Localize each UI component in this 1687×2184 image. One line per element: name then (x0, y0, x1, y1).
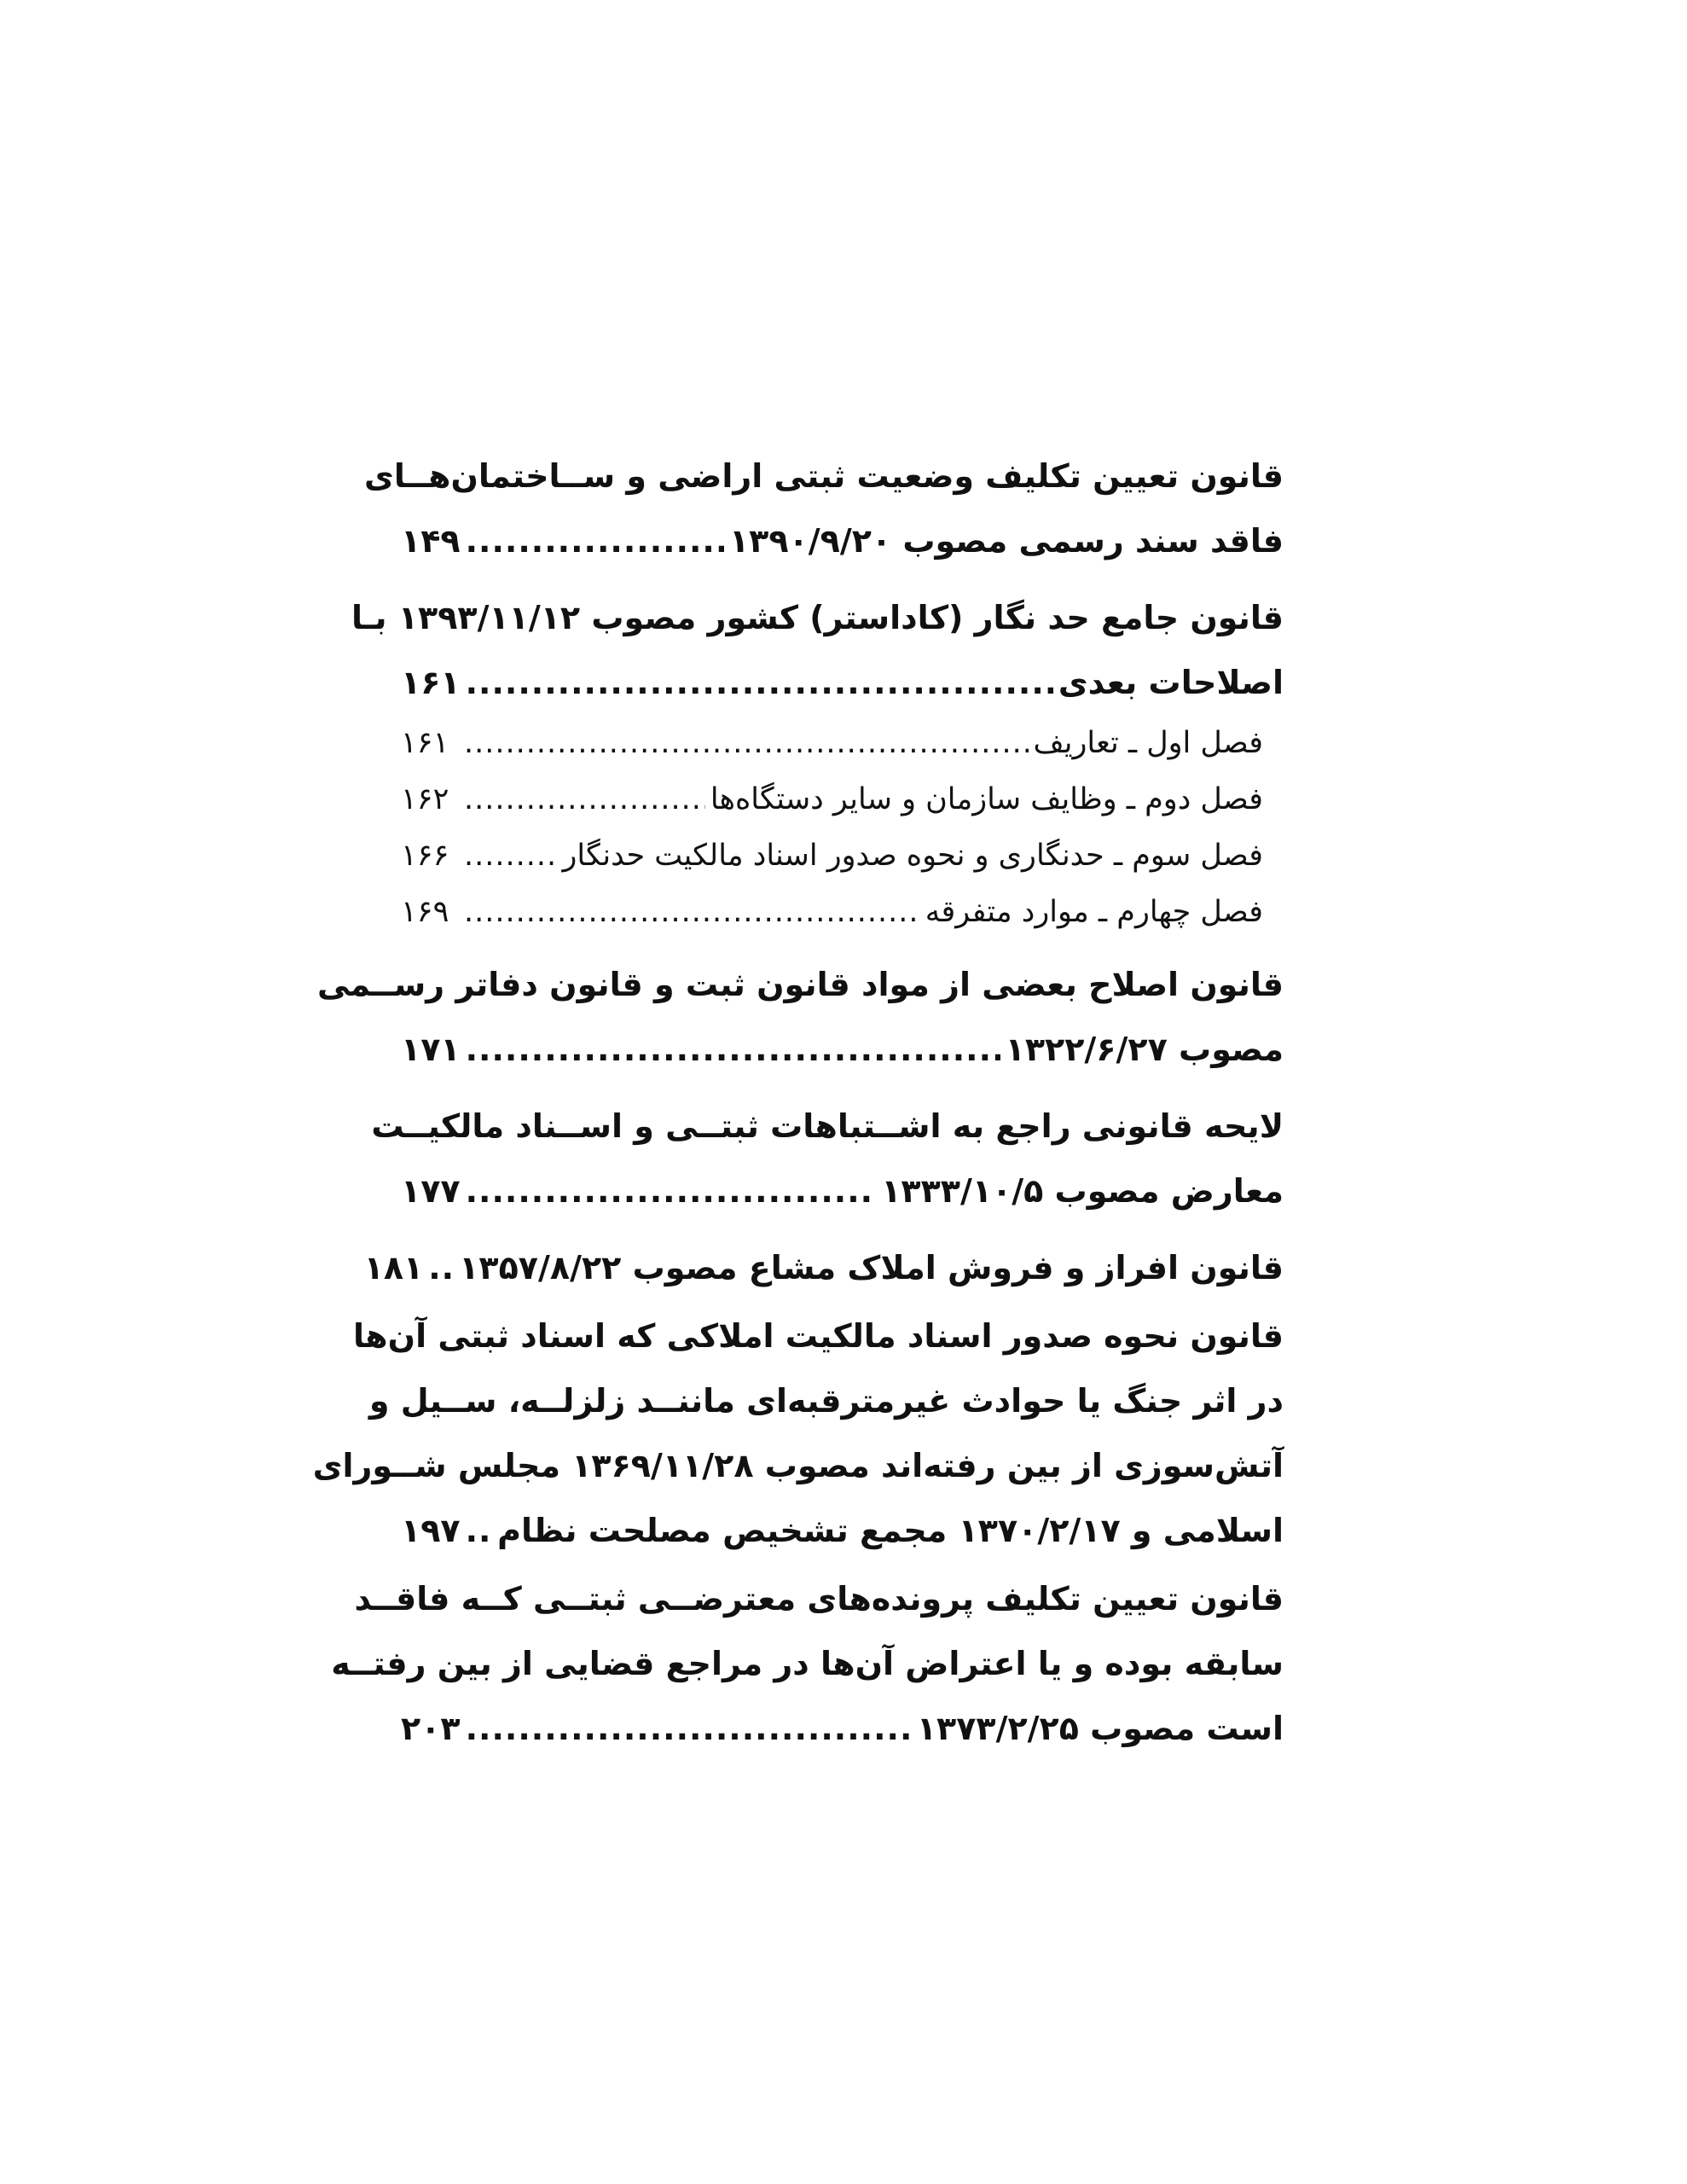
toc-page-number: ۱۷۷ (401, 1172, 461, 1210)
dot-leader (464, 715, 1029, 771)
toc-entry-last-line (401, 650, 1284, 715)
toc-entry-title-line: در اثر جنگ یا حوادث غیرمترقبه‌ای ماننــد زلزلــه، ســیل و (368, 1382, 1284, 1420)
toc-subentry (401, 884, 1284, 940)
toc-entry-title-line: لایحه قانونی راجع به اشــتباهات ثبتــی و اســناد مالکیــت (371, 1107, 1284, 1145)
dot-leader (466, 650, 1053, 715)
toc-entry-title-end: است مصوب ۱۳۷۳/۲/۲۵ (916, 1710, 1284, 1747)
toc-page-number: ۱۶۹ (401, 895, 449, 929)
dot-leader (464, 884, 920, 940)
toc-page-number: ۱۷۱ (401, 1031, 461, 1068)
toc-entry-title-line: قانون تعیین تکلیف پرونده‌های معترضــی ثبتــی کــه فاقــد (354, 1580, 1284, 1618)
toc-subsection[interactable] (401, 771, 1284, 828)
toc-entry-title-line: قانون اصلاح بعضی از مواد قانون ثبت و قانون دفاتر رســمی (316, 966, 1284, 1003)
toc-page-number: ۲۰۳ (401, 1710, 461, 1747)
toc-entry[interactable] (371, 1094, 1284, 1223)
toc-entry-last-line (401, 1498, 1284, 1563)
toc-subentry (401, 828, 1284, 884)
toc-entry-title-line: قانون تعیین تکلیف وضعیت ثبتی اراضی و ســاختمان‌هــای (364, 457, 1284, 495)
toc-entry[interactable] (316, 952, 1284, 1082)
toc-subentry (401, 771, 1284, 828)
toc-entry-last-line (401, 1159, 1284, 1223)
toc-subsection[interactable] (401, 715, 1284, 771)
dot-leader (466, 1498, 493, 1563)
dot-leader (466, 508, 724, 573)
toc-entry-title-end: اصلاحات بعدی (1058, 664, 1284, 701)
toc-entry-title-end: قانون افراز و فروش املاک مشاع مصوب ۱۳۵۷/۸/۲۲ (459, 1249, 1284, 1287)
toc-page-number: ۱۶۱ (401, 664, 461, 701)
toc-entry-title-line: سابقه بوده و یا اعتراض آن‌ها در مراجع قضایی از بین رفتــه (331, 1645, 1284, 1682)
toc-subentry-title: فصل چهارم ـ موارد متفرقه (925, 895, 1263, 929)
dot-leader (464, 771, 705, 828)
toc-entry-title-line: قانون نحوه صدور اسناد مالکیت املاکی که اسناد ثبتی آن‌ها (353, 1317, 1284, 1355)
toc-subentry-title: فصل اول ـ تعاریف (1033, 726, 1263, 760)
toc-entry[interactable] (312, 1304, 1284, 1563)
dot-leader (464, 828, 558, 884)
dot-leader (466, 1696, 912, 1761)
toc-entry-title-end: فاقد سند رسمی مصوب ۱۳۹۰/۹/۲۰ (728, 522, 1284, 560)
dot-leader (466, 1159, 877, 1223)
toc-page-number: ۱۶۶ (401, 839, 449, 873)
toc-entry[interactable] (364, 444, 1284, 573)
dot-leader (466, 1017, 1000, 1082)
toc-entry-title-end: معارض مصوب ۱۳۳۳/۱۰/۵ (881, 1172, 1284, 1210)
toc-subsection[interactable] (401, 884, 1284, 940)
toc-subentry-title: فصل سوم ـ حدنگاری و نحوه صدور اسناد مالکیت حدنگار (562, 839, 1263, 873)
toc-entry-last-line (401, 508, 1284, 573)
toc-entry[interactable] (363, 1235, 1284, 1300)
toc-page-number: ۱۹۷ (401, 1512, 461, 1549)
toc-subentry (401, 715, 1284, 771)
toc-entry-last-line (363, 1235, 1284, 1300)
toc-page-number: ۱۶۲ (401, 782, 449, 816)
toc-entry[interactable] (331, 1566, 1284, 1761)
toc-entry-title-line: قانون جامع حد نگار (کاداستر) کشور مصوب ۱۳۹۳/۱۱/۱۲ بـا (351, 599, 1284, 636)
toc-entry-title-line: آتش‌سوزی از بین رفته‌اند مصوب ۱۳۶۹/۱۱/۲۸ مجلس شــورای (312, 1447, 1284, 1484)
toc-subentry-title: فصل دوم ـ وظایف سازمان و سایر دستگاه‌ها (710, 782, 1263, 816)
toc-entry-title-end: مصوب ۱۳۲۲/۶/۲۷ (1005, 1031, 1284, 1068)
toc-entry-last-line (401, 1017, 1284, 1082)
table-of-contents (312, 444, 1284, 1761)
dot-leader (428, 1235, 454, 1300)
toc-entry-title-end: اسلامی و ۱۳۷۰/۲/۱۷ مجمع تشخیص مصلحت نظام (497, 1512, 1284, 1549)
toc-entry[interactable] (351, 585, 1284, 715)
toc-page-number: ۱۶۱ (401, 726, 449, 760)
toc-page-number: ۱۴۹ (401, 522, 461, 560)
toc-page-number: ۱۸۱ (363, 1249, 424, 1287)
toc-subsection[interactable] (401, 828, 1284, 884)
toc-entry-last-line (401, 1696, 1284, 1761)
